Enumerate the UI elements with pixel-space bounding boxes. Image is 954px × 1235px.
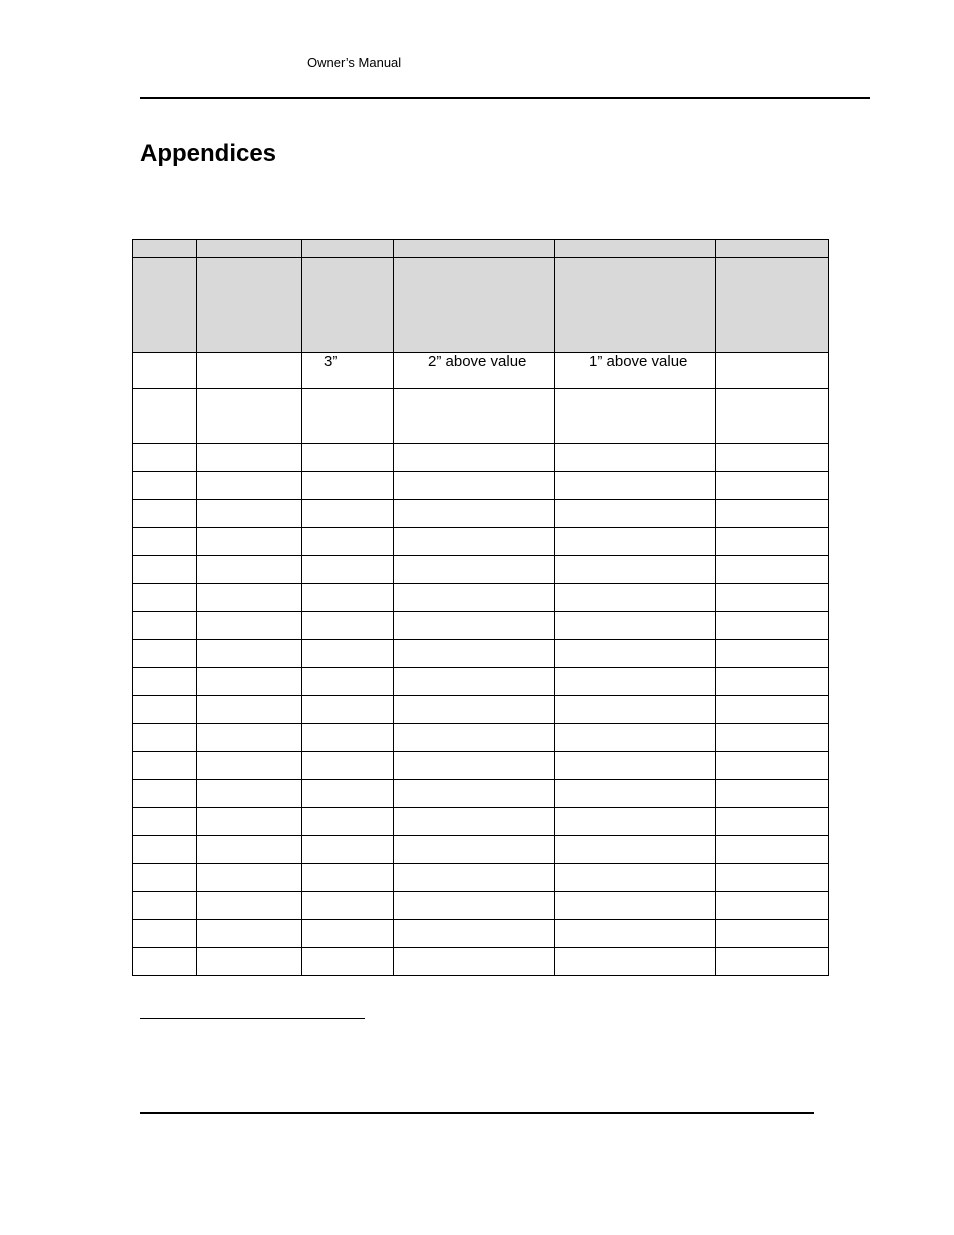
table-row	[133, 389, 829, 444]
table-row	[133, 724, 829, 752]
table-row	[133, 584, 829, 612]
footnote-rule	[140, 1018, 365, 1019]
table-cell: 3”	[302, 353, 394, 389]
table-row	[133, 752, 829, 780]
table-row	[133, 612, 829, 640]
table-row	[133, 696, 829, 724]
page-header-text: Owner’s Manual	[307, 55, 402, 70]
table-row	[133, 528, 829, 556]
table-row	[133, 892, 829, 920]
table-row	[133, 836, 829, 864]
appendix-table	[132, 239, 829, 976]
table-row	[133, 948, 829, 976]
table-cell: 1” above value	[555, 353, 716, 389]
table-row	[133, 640, 829, 668]
table-row	[133, 808, 829, 836]
table-row	[133, 668, 829, 696]
table-row	[133, 780, 829, 808]
table-cell: 2” above value	[394, 353, 555, 389]
table-row	[133, 240, 829, 258]
table-row	[133, 472, 829, 500]
table-row	[133, 920, 829, 948]
table-row	[133, 258, 829, 353]
table-row	[133, 864, 829, 892]
table-row	[133, 500, 829, 528]
header-rule	[140, 97, 870, 99]
table-row	[133, 444, 829, 472]
footer-rule	[140, 1112, 814, 1114]
table-row	[133, 556, 829, 584]
page-title: Appendices	[140, 140, 277, 167]
table-row	[133, 353, 829, 389]
